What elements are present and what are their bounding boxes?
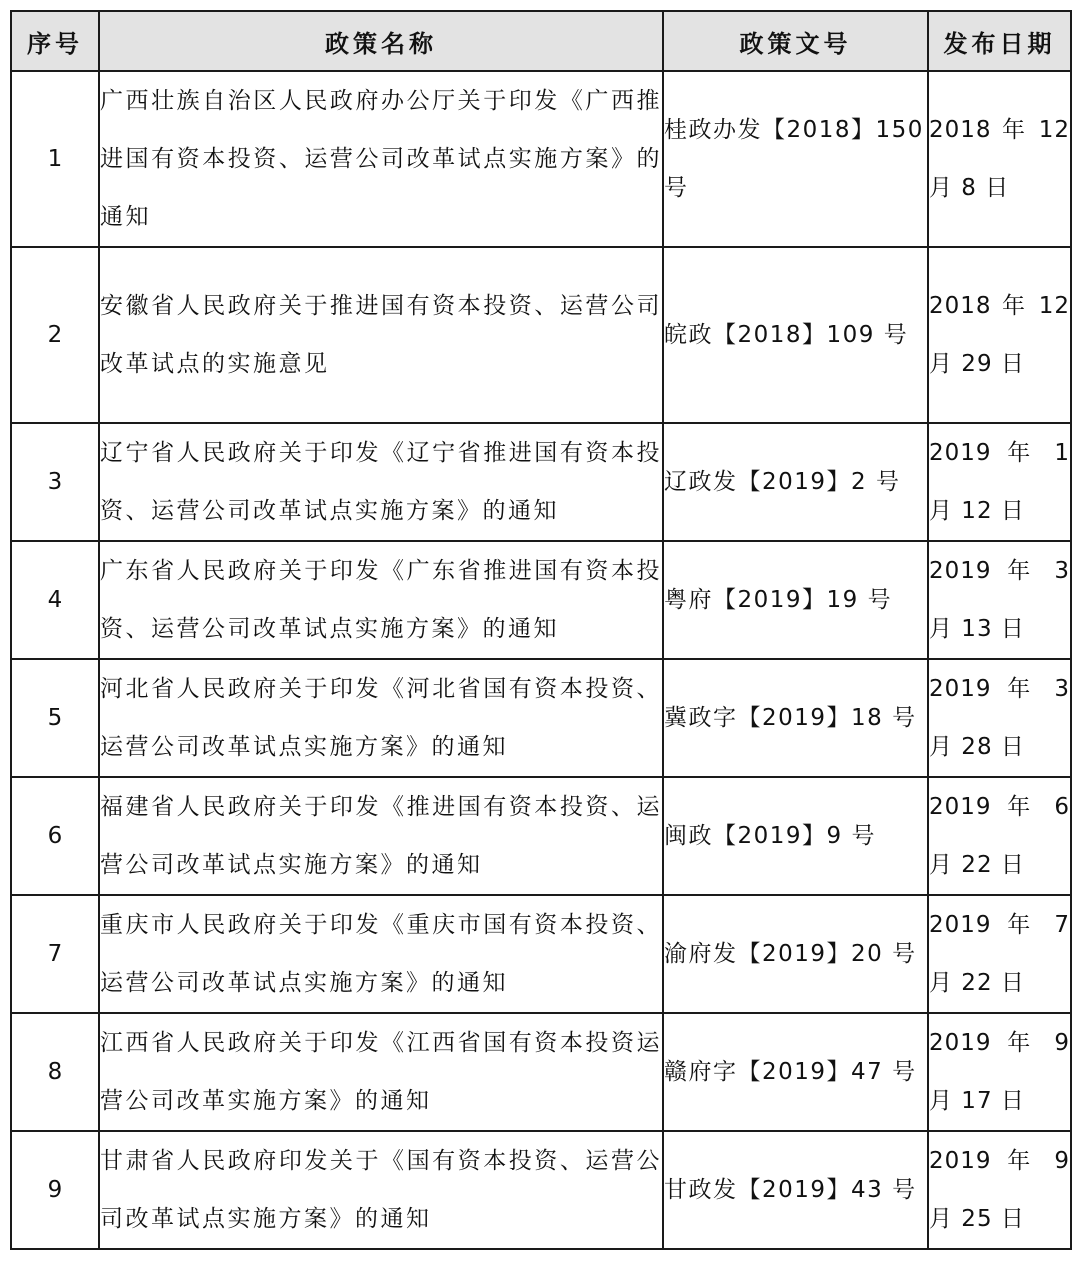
policy-table-container [10, 10, 1072, 1250]
header-policy-name: 政策名称 [99, 11, 663, 71]
table-row [11, 895, 1071, 1013]
policy-name: 甘肃省人民政府印发关于《国有资本投资、运营公司改革试点实施方案》的通知 [99, 1131, 663, 1249]
policy-name: 辽宁省人民政府关于印发《辽宁省推进国有资本投资、运营公司改革试点实施方案》的通知 [99, 423, 663, 541]
row-index: 8 [11, 1013, 99, 1131]
publish-date: 2018 年 12 月 29 日 [928, 247, 1071, 423]
publish-date: 2019 年 9 月 25 日 [928, 1131, 1071, 1249]
table-row [11, 71, 1071, 247]
policy-code: 赣府字【2019】47 号 [663, 1013, 928, 1131]
row-index: 9 [11, 1131, 99, 1249]
table-row [11, 1013, 1071, 1131]
header-index: 序号 [11, 11, 99, 71]
row-index: 5 [11, 659, 99, 777]
table-row [11, 423, 1071, 541]
table-row [11, 541, 1071, 659]
row-index: 4 [11, 541, 99, 659]
publish-date: 2019 年 3 月 28 日 [928, 659, 1071, 777]
header-publish-date: 发布日期 [928, 11, 1071, 71]
policy-name: 安徽省人民政府关于推进国有资本投资、运营公司改革试点的实施意见 [99, 247, 663, 423]
header-policy-code: 政策文号 [663, 11, 928, 71]
policy-code: 渝府发【2019】20 号 [663, 895, 928, 1013]
policy-name: 重庆市人民政府关于印发《重庆市国有资本投资、运营公司改革试点实施方案》的通知 [99, 895, 663, 1013]
publish-date: 2018 年 12 月 8 日 [928, 71, 1071, 247]
row-index: 1 [11, 71, 99, 247]
table-row [11, 777, 1071, 895]
policy-code: 冀政字【2019】18 号 [663, 659, 928, 777]
policy-code: 甘政发【2019】43 号 [663, 1131, 928, 1249]
publish-date: 2019 年 1 月 12 日 [928, 423, 1071, 541]
policy-code: 闽政【2019】9 号 [663, 777, 928, 895]
policy-name: 江西省人民政府关于印发《江西省国有资本投资运营公司改革实施方案》的通知 [99, 1013, 663, 1131]
publish-date: 2019 年 7 月 22 日 [928, 895, 1071, 1013]
policy-name: 广东省人民政府关于印发《广东省推进国有资本投资、运营公司改革试点实施方案》的通知 [99, 541, 663, 659]
table-row [11, 247, 1071, 423]
publish-date: 2019 年 6 月 22 日 [928, 777, 1071, 895]
row-index: 6 [11, 777, 99, 895]
table-row [11, 1131, 1071, 1249]
table-row [11, 659, 1071, 777]
row-index: 2 [11, 247, 99, 423]
publish-date: 2019 年 3 月 13 日 [928, 541, 1071, 659]
policy-table [10, 10, 1072, 1250]
row-index: 7 [11, 895, 99, 1013]
row-index: 3 [11, 423, 99, 541]
policy-name: 福建省人民政府关于印发《推进国有资本投资、运营公司改革试点实施方案》的通知 [99, 777, 663, 895]
header-row [11, 11, 1071, 71]
policy-code: 辽政发【2019】2 号 [663, 423, 928, 541]
policy-name: 广西壮族自治区人民政府办公厅关于印发《广西推进国有资本投资、运营公司改革试点实施方案》的通知 [99, 71, 663, 247]
policy-code: 粤府【2019】19 号 [663, 541, 928, 659]
policy-code: 桂政办发【2018】150号 [663, 71, 928, 247]
publish-date: 2019 年 9 月 17 日 [928, 1013, 1071, 1131]
policy-code: 皖政【2018】109 号 [663, 247, 928, 423]
policy-name: 河北省人民政府关于印发《河北省国有资本投资、运营公司改革试点实施方案》的通知 [99, 659, 663, 777]
